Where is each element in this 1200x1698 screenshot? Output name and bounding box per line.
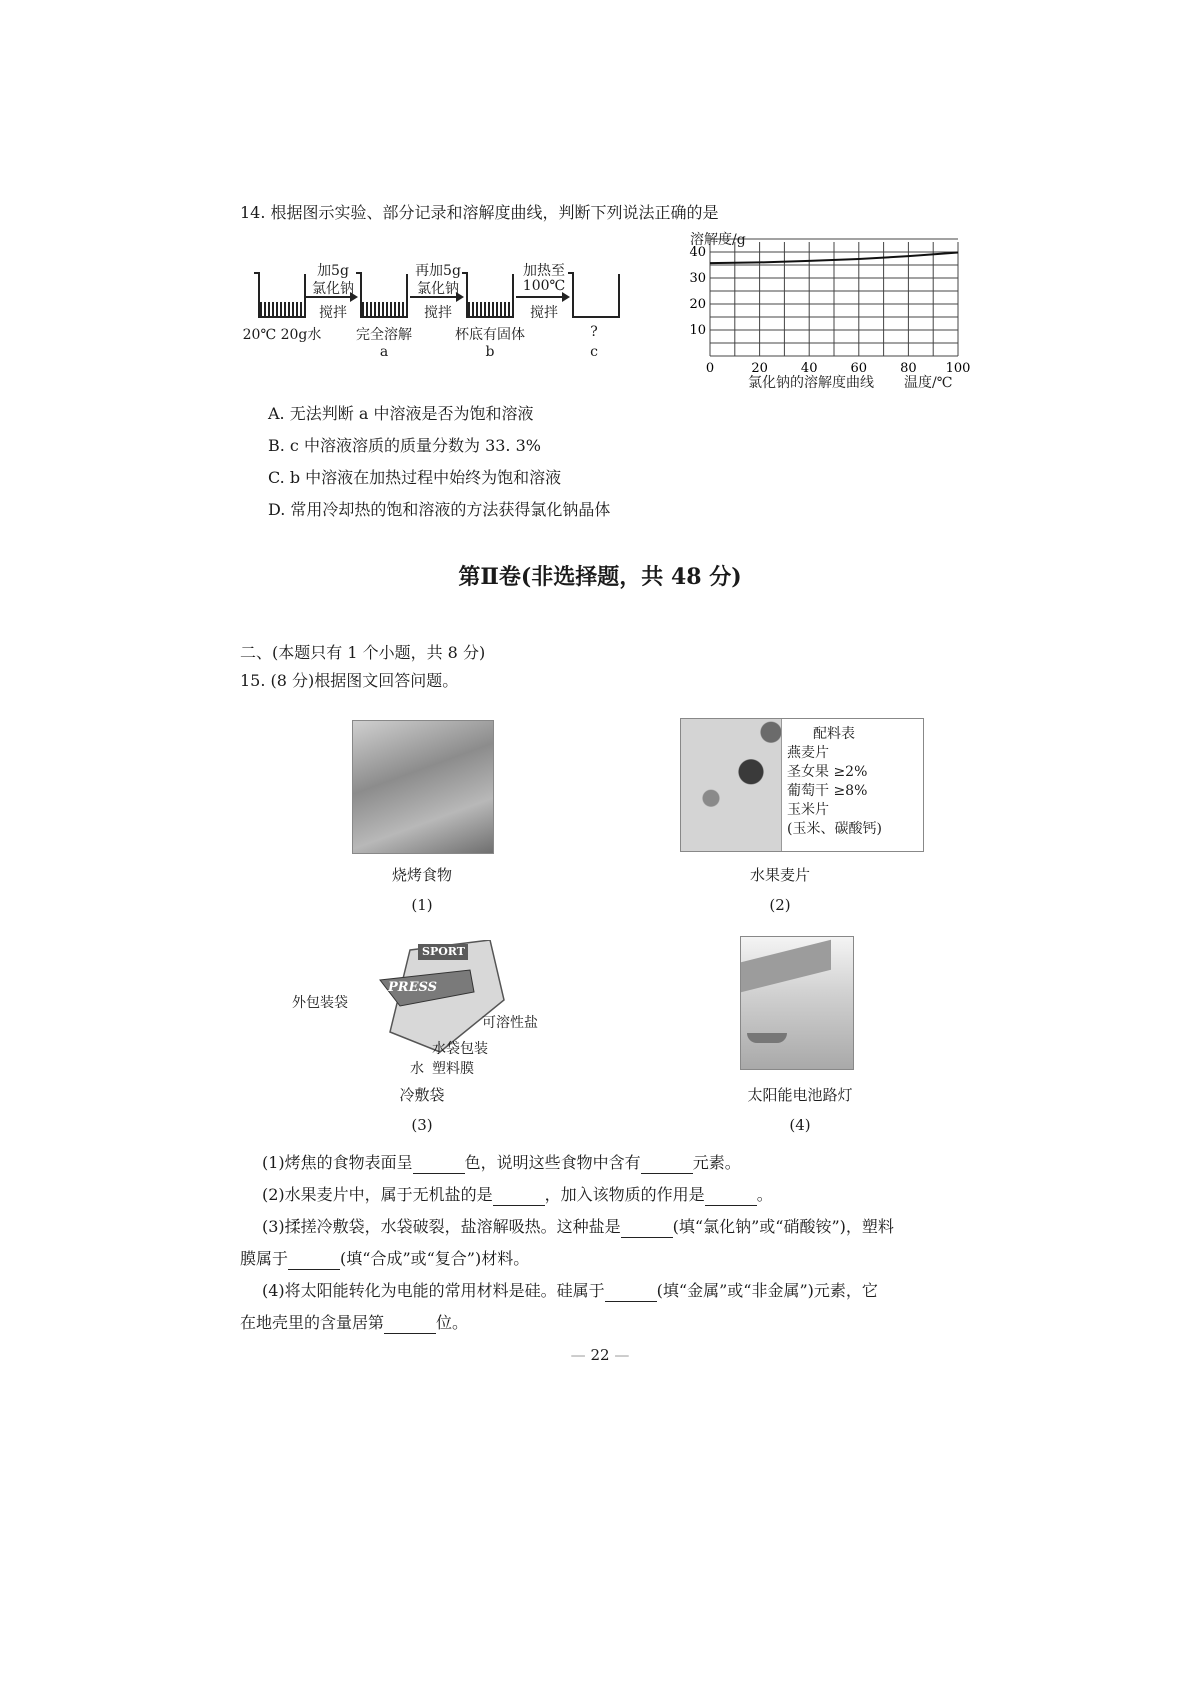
figure-4-number: (4) xyxy=(789,1116,811,1134)
x-tick-label: 40 xyxy=(800,361,818,376)
step-arrow-3 xyxy=(516,296,568,298)
answer-blank-4b[interactable] xyxy=(384,1317,436,1334)
page-dash-right: — xyxy=(609,1346,630,1364)
beaker-b-state: 杯底有固体 xyxy=(455,327,525,343)
solar-panel-shape xyxy=(741,940,831,992)
step-2-above: 再加5g xyxy=(415,263,461,279)
ingredients-title: 配料表 xyxy=(813,726,855,742)
beaker-c-state: ? xyxy=(590,324,598,340)
ingredient-line: 圣女果 ≥2% xyxy=(787,764,868,780)
figure-4-caption: 太阳能电池路灯 xyxy=(747,1086,853,1104)
q4c-part-b: 位。 xyxy=(436,1313,469,1332)
figure-2-number: (2) xyxy=(769,896,791,914)
ingredients-panel xyxy=(787,725,882,839)
beaker-b xyxy=(466,274,514,318)
answer-blank-1b[interactable] xyxy=(641,1157,693,1174)
beaker-c xyxy=(572,274,620,318)
option-c: C. b 中溶液在加热过程中始终为饱和溶液 xyxy=(268,468,562,487)
beaker-start xyxy=(258,274,306,318)
fill-question-2 xyxy=(262,1184,773,1206)
q4c-part-a: 在地壳里的含量居第 xyxy=(240,1313,385,1332)
page-number-wrap xyxy=(0,1346,1200,1364)
y-tick-label: 30 xyxy=(689,271,706,286)
q1-part-c: 元素。 xyxy=(692,1153,741,1172)
ingredient-line: (玉米、碳酸钙) xyxy=(787,821,882,837)
q2-part-b: ，加入该物质的作用是 xyxy=(544,1185,705,1204)
ingredient-line: 燕麦片 xyxy=(787,745,829,761)
q4-part-b: (填“金属”或“非金属”)元素，它 xyxy=(656,1281,878,1300)
figure-3-caption: 冷敷袋 xyxy=(399,1086,445,1104)
label-outer-bag: 外包装袋 xyxy=(292,995,348,1011)
chart-caption: 氯化钠的溶解度曲线 xyxy=(748,375,874,391)
step-3-middle: 100℃ xyxy=(522,278,566,294)
chart-ylabel: 溶解度/g xyxy=(690,232,746,248)
lamp-head-shape xyxy=(747,1033,787,1043)
fill-question-3 xyxy=(262,1216,894,1238)
step-2-middle: 氯化钠 xyxy=(417,281,459,297)
solubility-chart-svg xyxy=(650,228,970,388)
x-tick-label: 20 xyxy=(751,361,768,376)
x-tick-label: 80 xyxy=(900,361,917,376)
step-3-above: 加热至 xyxy=(523,263,565,279)
experiment-diagram xyxy=(240,260,640,380)
y-tick-label: 40 xyxy=(689,245,706,260)
cereal-bowl-image xyxy=(681,719,782,851)
label-water-bag: 水袋包装 xyxy=(432,1041,488,1057)
option-d: D. 常用冷却热的饱和溶液的方法获得氯化钠晶体 xyxy=(268,500,611,519)
solar-lamp-photo xyxy=(740,936,854,1070)
q1-part-a: (1)烤焦的食物表面呈 xyxy=(262,1153,413,1172)
answer-blank-2a[interactable] xyxy=(493,1189,545,1206)
grilled-food-photo xyxy=(352,720,494,854)
beaker-b-label: b xyxy=(485,344,495,360)
page-number: 22 xyxy=(590,1346,610,1364)
chart-xlabel: 温度/℃ xyxy=(904,375,953,391)
step-1-above: 加5g xyxy=(317,263,349,279)
answer-blank-3a[interactable] xyxy=(621,1221,673,1238)
beaker-a xyxy=(360,274,408,318)
q2-part-c: 。 xyxy=(756,1185,773,1204)
fill-question-1 xyxy=(262,1152,741,1174)
label-plastic-film: 塑料膜 xyxy=(432,1061,474,1077)
step-1-below: 搅拌 xyxy=(319,305,347,321)
q3c-part-b: (填“合成”或“复合”)材料。 xyxy=(340,1249,530,1268)
question-14-stem: 14. 根据图示实验、部分记录和溶解度曲线，判断下列说法正确的是 xyxy=(240,203,719,222)
answer-blank-1a[interactable] xyxy=(413,1157,465,1174)
option-a: A. 无法判断 a 中溶液是否为饱和溶液 xyxy=(268,404,534,423)
q3-part-a: (3)揉搓冷敷袋，水袋破裂，盐溶解吸热。这种盐是 xyxy=(262,1217,621,1236)
y-tick-label: 20 xyxy=(689,297,706,312)
x-tick-label: 0 xyxy=(705,361,715,376)
beaker-c-label: c xyxy=(590,344,598,360)
label-water: 水 xyxy=(410,1061,424,1077)
page-dash-left: — xyxy=(570,1346,591,1364)
step-1-middle: 氯化钠 xyxy=(312,281,354,297)
fill-question-4-cont xyxy=(240,1312,468,1334)
step-2-below: 搅拌 xyxy=(424,305,452,321)
beaker-a-state: 完全溶解 xyxy=(356,327,412,343)
figure-1-caption: 烧烤食物 xyxy=(391,866,452,884)
q3-part-b: (填“氯化钠”或“硝酸铵”)，塑料 xyxy=(672,1217,894,1236)
answer-blank-3b[interactable] xyxy=(288,1253,340,1270)
brand-top: SPORT xyxy=(422,945,465,958)
figure-1-number: (1) xyxy=(411,896,433,914)
label-soluble-salt: 可溶性盐 xyxy=(482,1015,538,1031)
x-tick-label: 100 xyxy=(945,361,970,376)
cereal-figure xyxy=(680,718,924,852)
question-15-stem: 15. (8 分)根据图文回答问题。 xyxy=(240,671,459,690)
q2-part-a: (2)水果麦片中，属于无机盐的是 xyxy=(262,1185,493,1204)
fill-question-3-cont xyxy=(240,1248,529,1270)
q1-part-b: 色，说明这些食物中含有 xyxy=(464,1153,641,1172)
y-tick-label: 10 xyxy=(689,323,706,338)
solubility-chart xyxy=(650,228,970,388)
figure-3-number: (3) xyxy=(411,1116,433,1134)
beaker-a-label: a xyxy=(379,344,389,360)
brand-mid: PRESS xyxy=(388,980,437,995)
ingredient-line: 葡萄干 ≥8% xyxy=(787,783,868,799)
beaker-start-state: 20℃ 20g水 xyxy=(242,327,322,343)
ingredient-line: 玉米片 xyxy=(787,802,829,818)
answer-blank-2b[interactable] xyxy=(705,1189,757,1206)
step-3-below: 搅拌 xyxy=(530,305,558,321)
answer-blank-4a[interactable] xyxy=(605,1285,657,1302)
q4-part-a: (4)将太阳能转化为电能的常用材料是硅。硅属于 xyxy=(262,1281,605,1300)
q3c-part-a: 膜属于 xyxy=(240,1249,289,1268)
option-b: B. c 中溶液溶质的质量分数为 33. 3% xyxy=(268,436,541,455)
part-heading: 二、(本题只有 1 个小题，共 8 分) xyxy=(240,643,486,662)
fill-question-4 xyxy=(262,1280,878,1302)
x-tick-label: 60 xyxy=(850,361,868,376)
figure-2-caption: 水果麦片 xyxy=(749,866,810,884)
section-title: 第Ⅱ卷(非选择题，共 48 分) xyxy=(458,564,742,590)
